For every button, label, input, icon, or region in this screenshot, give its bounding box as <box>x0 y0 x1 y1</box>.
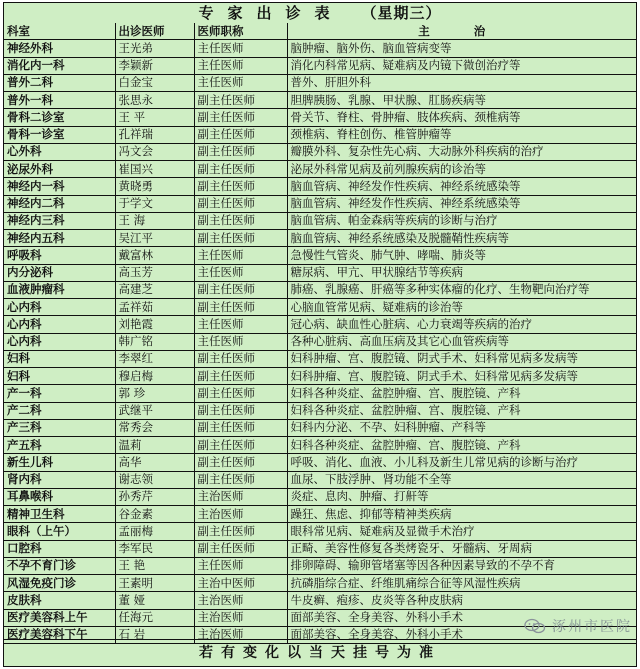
cell-title: 主任医师 <box>194 316 287 333</box>
cell-department: 普外二科 <box>4 74 115 91</box>
table-row <box>4 126 636 143</box>
table-row <box>4 264 636 281</box>
cell-department: 泌尿外科 <box>4 161 115 178</box>
cell-doctor: 李翠红 <box>115 350 194 367</box>
cell-doctor: 穆启梅 <box>115 368 194 385</box>
cell-title: 主任医师 <box>194 40 287 57</box>
cell-title: 副主任医师 <box>194 402 287 419</box>
cell-specialty: 糖尿病、甲亢、甲状腺结节等疾病 <box>287 264 636 281</box>
cell-title: 副主任医师 <box>194 385 287 402</box>
table-row <box>4 109 636 126</box>
cell-department: 皮肤科 <box>4 592 115 609</box>
cell-doctor: 任海元 <box>115 609 194 626</box>
table-row <box>4 212 636 229</box>
cell-doctor: 李颖新 <box>115 57 194 74</box>
cell-specialty: 呼吸、消化、血液、小儿科及新生儿常见病的诊断与治疗 <box>287 454 636 471</box>
cell-department: 妇科 <box>4 350 115 367</box>
cell-title: 副主任医师 <box>194 437 287 454</box>
header-title: 医师职称 <box>194 23 287 40</box>
cell-title: 副主任医师 <box>194 419 287 436</box>
table-row <box>4 143 636 160</box>
cell-specialty: 脑血管病、帕金森病等疾病的诊断与治疗 <box>287 212 636 229</box>
cell-doctor: 孟祥茹 <box>115 299 194 316</box>
cell-doctor: 吴江平 <box>115 230 194 247</box>
cell-doctor: 王 艳 <box>115 557 194 574</box>
cell-title: 主治中医师 <box>194 575 287 592</box>
cell-title: 主任医师 <box>194 74 287 91</box>
wechat-logo-icon <box>524 618 546 634</box>
cell-department: 肾内科 <box>4 471 115 488</box>
cell-department: 医疗美容科上午 <box>4 609 115 626</box>
cell-specialty: 心脑血管常见病、疑难病的诊治等 <box>287 299 636 316</box>
cell-department: 产五科 <box>4 437 115 454</box>
cell-specialty: 牛皮癣、疱疹、皮炎等各种皮肤病 <box>287 592 636 609</box>
cell-title: 主治医师 <box>194 488 287 505</box>
table-row <box>4 333 636 350</box>
cell-title: 副主任医师 <box>194 195 287 212</box>
footer-note: 若有变化以当天挂号为准 <box>4 639 636 666</box>
cell-specialty: 急慢性气管炎、肺气肿、哮喘、肺炎等 <box>287 247 636 264</box>
table-row <box>4 592 636 609</box>
table-header-row <box>4 23 636 40</box>
cell-department: 呼吸科 <box>4 247 115 264</box>
table-row <box>4 57 636 74</box>
table-row <box>4 40 636 57</box>
table-row <box>4 299 636 316</box>
cell-department: 口腔科 <box>4 540 115 557</box>
cell-specialty: 肺癌、乳腺癌、肝癌等多种实体瘤的化疗、生物靶向治疗等 <box>287 281 636 298</box>
cell-specialty: 妇科各种炎症、盆腔肿瘤、宫、腹腔镜、产科 <box>287 402 636 419</box>
header-doctor: 出诊医师 <box>115 23 194 40</box>
cell-department: 妇科 <box>4 368 115 385</box>
cell-title: 主治医师 <box>194 506 287 523</box>
cell-specialty: 普外、肝胆外科 <box>287 74 636 91</box>
cell-title: 主任医师 <box>194 57 287 74</box>
cell-specialty: 妇科各种炎症、盆腔肿瘤、宫、腹腔镜、产科 <box>287 437 636 454</box>
cell-department: 心外科 <box>4 143 115 160</box>
cell-title: 副主任医师 <box>194 212 287 229</box>
cell-title: 副主任医师 <box>194 454 287 471</box>
table-row <box>4 195 636 212</box>
cell-doctor: 刘艳霞 <box>115 316 194 333</box>
cell-department: 心内科 <box>4 333 115 350</box>
cell-doctor: 白金宝 <box>115 74 194 91</box>
cell-specialty: 消化内科常见病、疑难病及内镜下微创治疗等 <box>287 57 636 74</box>
cell-specialty: 胆脾胰肠、乳腺、甲状腺、肛肠疾病等 <box>287 92 636 109</box>
cell-doctor: 李军民 <box>115 540 194 557</box>
cell-specialty: 眼科常见病、疑难病及显微手术治疗 <box>287 523 636 540</box>
cell-title: 副主任医师 <box>194 281 287 298</box>
table-row <box>4 281 636 298</box>
cell-department: 医疗美容科下午 <box>4 626 115 643</box>
cell-department: 神经内一科 <box>4 178 115 195</box>
schedule-table <box>4 23 636 644</box>
table-row <box>4 488 636 505</box>
cell-title: 主任医师 <box>194 333 287 350</box>
cell-doctor: 韩广铭 <box>115 333 194 350</box>
cell-specialty: 妇科肿瘤、宫、腹腔镜、阴式手术、妇科常见病多发病等 <box>287 368 636 385</box>
schedule-sheet <box>3 2 637 667</box>
cell-specialty: 各种心脏病、高血压病及其它心血管疾病等 <box>287 333 636 350</box>
cell-department: 血液肿瘤科 <box>4 281 115 298</box>
cell-doctor: 孟丽梅 <box>115 523 194 540</box>
cell-title: 副主任医师 <box>194 178 287 195</box>
cell-department: 心内科 <box>4 299 115 316</box>
cell-department: 神经内五科 <box>4 230 115 247</box>
header-specialty: 主 治 <box>287 23 636 40</box>
cell-specialty: 妇科内分泌、不孕、妇科肿瘤、产科等 <box>287 419 636 436</box>
cell-doctor: 温莉 <box>115 437 194 454</box>
cell-specialty: 面部美容、全身美容、外科小手术 <box>287 626 636 643</box>
cell-specialty: 炎症、息肉、肿瘤、打鼾等 <box>287 488 636 505</box>
cell-doctor: 郭 珍 <box>115 385 194 402</box>
cell-department: 神经内二科 <box>4 195 115 212</box>
cell-specialty: 正畸、美容性修复各类烤瓷牙、牙髓病、牙周病 <box>287 540 636 557</box>
table-row <box>4 402 636 419</box>
cell-department: 内分泌科 <box>4 264 115 281</box>
cell-doctor: 王素明 <box>115 575 194 592</box>
cell-doctor: 高华 <box>115 454 194 471</box>
cell-department: 新生儿科 <box>4 454 115 471</box>
cell-title: 副主任医师 <box>194 540 287 557</box>
header-department: 科室 <box>4 23 115 40</box>
table-row <box>4 454 636 471</box>
cell-title: 副主任医师 <box>194 299 287 316</box>
cell-specialty: 冠心病、缺血性心脏病、心力衰竭等疾病的治疗 <box>287 316 636 333</box>
cell-department: 不孕不育门诊 <box>4 557 115 574</box>
cell-title: 副主任医师 <box>194 126 287 143</box>
title-day: （星期三） <box>361 4 442 22</box>
table-row <box>4 437 636 454</box>
cell-doctor: 董 娅 <box>115 592 194 609</box>
hospital-watermark <box>524 616 632 636</box>
cell-department: 骨科二诊室 <box>4 109 115 126</box>
cell-department: 普外一科 <box>4 92 115 109</box>
cell-title: 副主任医师 <box>194 92 287 109</box>
cell-doctor: 于学文 <box>115 195 194 212</box>
cell-department: 风湿免疫门诊 <box>4 575 115 592</box>
cell-specialty: 颈椎病、脊柱创伤、椎管肿瘤等 <box>287 126 636 143</box>
cell-department: 精神卫生科 <box>4 506 115 523</box>
cell-title: 主任医师 <box>194 264 287 281</box>
cell-doctor: 常秀会 <box>115 419 194 436</box>
table-row <box>4 161 636 178</box>
table-body <box>4 40 636 644</box>
table-row <box>4 368 636 385</box>
cell-department: 眼科（上午） <box>4 523 115 540</box>
cell-doctor: 张思永 <box>115 92 194 109</box>
cell-title: 主治医师 <box>194 609 287 626</box>
cell-doctor: 孙秀芹 <box>115 488 194 505</box>
cell-doctor: 孔祥瑞 <box>115 126 194 143</box>
table-row <box>4 575 636 592</box>
cell-specialty: 泌尿外科常见病及前列腺疾病的诊治等 <box>287 161 636 178</box>
cell-title: 主治医师 <box>194 592 287 609</box>
cell-title: 副主任医师 <box>194 523 287 540</box>
cell-doctor: 谢志领 <box>115 471 194 488</box>
cell-title: 副主任医师 <box>194 368 287 385</box>
cell-doctor: 冯文会 <box>115 143 194 160</box>
cell-department: 产一科 <box>4 385 115 402</box>
cell-title: 副主任医师 <box>194 471 287 488</box>
cell-department: 骨科一诊室 <box>4 126 115 143</box>
table-row <box>4 350 636 367</box>
cell-title: 副主任医师 <box>194 109 287 126</box>
cell-specialty: 骨关节、脊柱、骨肿瘤、肢体疾病、颈椎病等 <box>287 109 636 126</box>
cell-specialty: 血尿、下肢浮肿、肾功能不全等 <box>287 471 636 488</box>
title-main: 专家出诊表 <box>198 4 344 22</box>
cell-title: 副主任医师 <box>194 350 287 367</box>
cell-specialty: 排卵障碍、输卵管堵塞等因各种因素导致的不孕不育 <box>287 557 636 574</box>
table-row <box>4 74 636 91</box>
cell-doctor: 石 岩 <box>115 626 194 643</box>
cell-specialty: 瓣膜外科、复杂性先心病、大动脉外科疾病的治疗 <box>287 143 636 160</box>
cell-title: 主任医师 <box>194 557 287 574</box>
cell-specialty: 脑血管病、神经系统感染及脱髓鞘性疾病等 <box>287 230 636 247</box>
cell-doctor: 戴富林 <box>115 247 194 264</box>
table-row <box>4 316 636 333</box>
cell-specialty: 妇科肿瘤、宫、腹腔镜、阴式手术、妇科常见病多发病等 <box>287 350 636 367</box>
table-row <box>4 385 636 402</box>
cell-doctor: 王光弟 <box>115 40 194 57</box>
cell-title: 主治医师 <box>194 626 287 643</box>
cell-doctor: 武继平 <box>115 402 194 419</box>
cell-specialty: 脑肿瘤、脑外伤、脑血管病变等 <box>287 40 636 57</box>
cell-doctor: 黄晓勇 <box>115 178 194 195</box>
table-row <box>4 523 636 540</box>
cell-specialty: 妇科各种炎症、盆腔肿瘤、宫、腹腔镜、产科 <box>287 385 636 402</box>
cell-doctor: 王 海 <box>115 212 194 229</box>
cell-specialty: 脑血管病、神经发作性疾病、神经系统感染等 <box>287 195 636 212</box>
cell-doctor: 高建芝 <box>115 281 194 298</box>
cell-department: 耳鼻喉科 <box>4 488 115 505</box>
table-row <box>4 506 636 523</box>
table-row <box>4 557 636 574</box>
cell-title: 副主任医师 <box>194 161 287 178</box>
cell-doctor: 崔国兴 <box>115 161 194 178</box>
table-row <box>4 178 636 195</box>
watermark-text: 涿州市医院 <box>552 619 632 635</box>
table-row <box>4 247 636 264</box>
cell-title: 副主任医师 <box>194 143 287 160</box>
table-row <box>4 540 636 557</box>
page-title <box>4 3 636 24</box>
cell-department: 产二科 <box>4 402 115 419</box>
cell-department: 产三科 <box>4 419 115 436</box>
cell-specialty: 脑血管病、神经发作性疾病、神经系统感染等 <box>287 178 636 195</box>
cell-doctor: 高玉芳 <box>115 264 194 281</box>
cell-department: 心内科 <box>4 316 115 333</box>
cell-specialty: 躁狂、焦虑、抑郁等精神类疾病 <box>287 506 636 523</box>
table-row <box>4 92 636 109</box>
cell-department: 神经外科 <box>4 40 115 57</box>
cell-specialty: 面部美容、全身美容、外科小手术 <box>287 609 636 626</box>
cell-department: 神经内三科 <box>4 212 115 229</box>
cell-title: 副主任医师 <box>194 230 287 247</box>
cell-specialty: 抗磷脂综合症、纤维肌痛综合征等风湿性疾病 <box>287 575 636 592</box>
table-row <box>4 419 636 436</box>
table-row <box>4 471 636 488</box>
cell-department: 消化内一科 <box>4 57 115 74</box>
cell-doctor: 谷金素 <box>115 506 194 523</box>
cell-doctor: 王 平 <box>115 109 194 126</box>
table-row <box>4 230 636 247</box>
cell-title: 主任医师 <box>194 247 287 264</box>
